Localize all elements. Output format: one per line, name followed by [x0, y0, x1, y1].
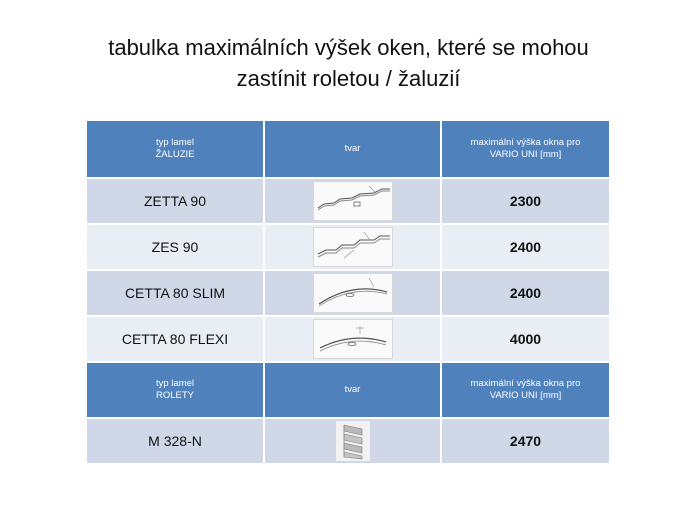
header-shape-cell: [265, 363, 440, 417]
header-max-height-label: maximální výška okna pro: [470, 378, 581, 389]
max-height-cell: 2300: [442, 179, 609, 223]
zetta-90-profile-icon: [313, 181, 393, 221]
header-shape-label: tvar: [344, 384, 361, 395]
type-cell: ZES 90: [87, 225, 263, 269]
max-height-cell: 2470: [442, 419, 609, 463]
header-row-rolety: [87, 363, 609, 417]
header-type-category: ROLETY: [155, 390, 194, 401]
header-type-category: ŽALUZIE: [155, 149, 195, 160]
shape-cell: [265, 225, 440, 269]
type-cell: ZETTA 90: [87, 179, 263, 223]
shape-cell: [265, 271, 440, 315]
header-shape-label: tvar: [344, 143, 361, 154]
cetta-80-flexi-profile-icon: [313, 319, 393, 359]
table-row: [87, 317, 609, 361]
cetta-80-slim-profile-icon: [313, 273, 393, 313]
type-cell: M 328-N: [87, 419, 263, 463]
header-type-cell: [87, 121, 263, 177]
header-max-height-label: maximální výška okna pro: [470, 137, 581, 148]
max-height-cell: 2400: [442, 271, 609, 315]
table-row: [87, 271, 609, 315]
table-row: [87, 419, 609, 463]
page-title: [0, 32, 697, 94]
header-type-label: typ lamel: [155, 378, 194, 389]
header-max-height-unit: VARIO UNI [mm]: [489, 390, 562, 401]
shape-cell: [265, 419, 440, 463]
header-type-label: typ lamel: [155, 137, 194, 148]
shape-cell: [265, 179, 440, 223]
m-328-n-profile-icon: [336, 421, 370, 461]
header-max-height-unit: VARIO UNI [mm]: [489, 149, 562, 160]
type-cell: CETTA 80 FLEXI: [87, 317, 263, 361]
max-height-cell: 2400: [442, 225, 609, 269]
title-line-1: tabulka maximálních výšek oken, které se mohou: [108, 35, 589, 60]
header-max-height-cell: [442, 363, 609, 417]
header-shape-cell: [265, 121, 440, 177]
max-height-table: [85, 119, 611, 465]
table-row: [87, 179, 609, 223]
header-max-height-cell: [442, 121, 609, 177]
max-height-cell: 4000: [442, 317, 609, 361]
type-cell: CETTA 80 SLIM: [87, 271, 263, 315]
table-row: [87, 225, 609, 269]
zes-90-profile-icon: [313, 227, 393, 267]
title-line-2: zastínit roletou / žaluzií: [236, 66, 461, 91]
shape-cell: [265, 317, 440, 361]
header-type-cell: [87, 363, 263, 417]
header-row-zaluzie: [87, 121, 609, 177]
